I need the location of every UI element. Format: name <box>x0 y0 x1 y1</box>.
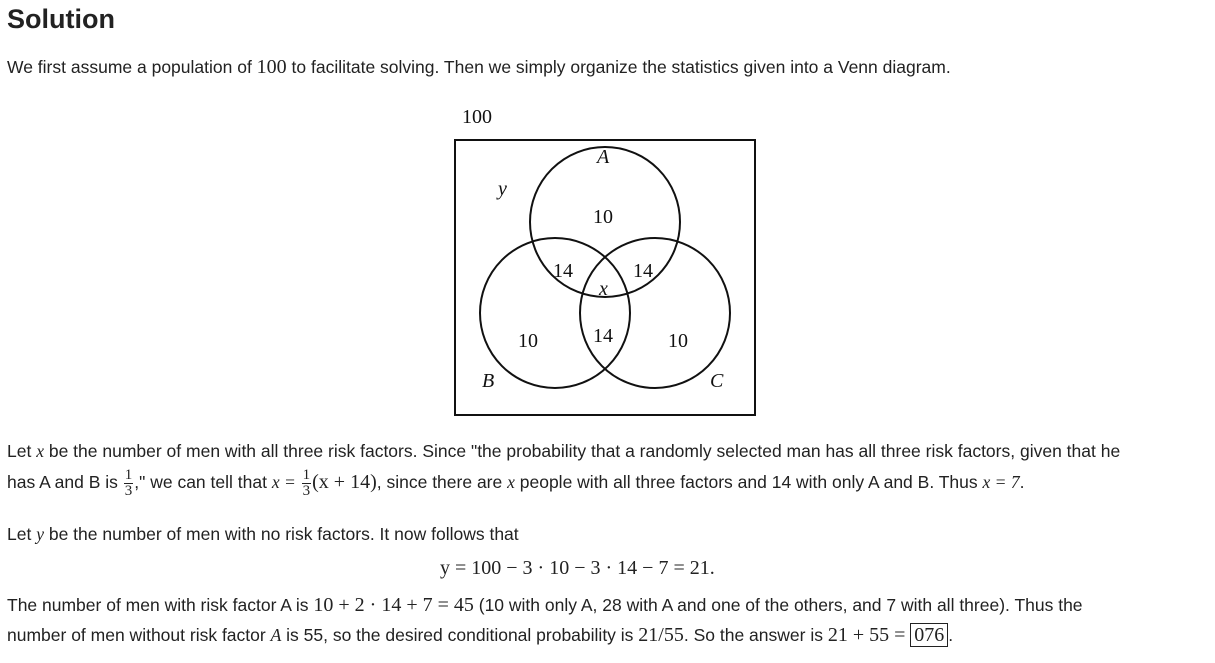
text: people with all three factors and 14 with only A and B. Thus <box>514 472 983 493</box>
probability-fraction: 21/55 <box>638 624 684 646</box>
paragraph-3-line-1 <box>7 594 1083 617</box>
fraction-denominator: 3 <box>302 483 311 499</box>
paragraph-2 <box>7 524 519 545</box>
text: ," we can tell that <box>134 472 272 493</box>
region-b-and-c: 14 <box>593 325 613 347</box>
region-center: x <box>599 278 608 300</box>
text: Let <box>7 524 37 544</box>
equation-x: x = <box>271 472 296 493</box>
paragraph-1-line-2 <box>7 468 1024 499</box>
venn-diagram <box>440 95 760 420</box>
answer-box: 076 <box>910 623 948 647</box>
var-x: x <box>36 441 44 461</box>
var-x: x <box>507 472 515 493</box>
label-c: C <box>710 370 724 392</box>
fraction-one-third-2 <box>302 468 312 499</box>
region-only-a: 10 <box>593 206 613 228</box>
text: The number of men with risk factor A is <box>7 595 314 615</box>
text: . So the answer is <box>683 625 828 645</box>
paragraph-3-line-2 <box>7 624 953 647</box>
text: is 55, so the desired conditional probability is <box>281 625 639 645</box>
fraction-one-third <box>124 468 134 499</box>
circle-c <box>580 238 730 388</box>
paragraph-1-line-1 <box>7 441 1120 462</box>
solution-heading: Solution <box>7 4 115 34</box>
equation-answer-sum: 21 + 55 = <box>827 624 906 646</box>
display-equation: y = 100 − 3 · 10 − 3 · 14 − 7 = 21. <box>440 557 715 579</box>
equation-x-equals-7: x = 7 <box>982 472 1020 493</box>
region-only-b: 10 <box>518 330 538 352</box>
fraction-numerator: 1 <box>302 467 311 483</box>
region-only-c: 10 <box>668 330 688 352</box>
region-a-and-c: 14 <box>633 260 653 282</box>
region-a-and-b: 14 <box>553 260 573 282</box>
equation-x-plus-14: (x + 14) <box>312 471 377 494</box>
text: , since there are <box>376 472 508 493</box>
intro-text-after: to facilitate solving. Then we simply organize the statistics given into a Venn diagram. <box>286 57 951 77</box>
text: Let <box>7 441 37 461</box>
label-y: y <box>498 178 507 200</box>
text: (10 with only A, 28 with A and one of the others, and 7 with all three). Thus the <box>473 595 1083 615</box>
var-y: y <box>36 524 44 544</box>
text: be the number of men with no risk factors. It now follows that <box>43 524 519 544</box>
intro-text-before: We first assume a population of <box>7 57 257 77</box>
label-a: A <box>597 146 610 168</box>
equation-count-a: 10 + 2 · 14 + 7 = 45 <box>313 594 474 616</box>
fraction-numerator: 1 <box>124 467 133 483</box>
label-b: B <box>482 370 495 392</box>
intro-paragraph <box>7 56 951 79</box>
venn-total-label: 100 <box>462 106 492 128</box>
text: number of men without risk factor <box>7 625 271 645</box>
text: has A and B is <box>7 472 123 493</box>
fraction-denominator: 3 <box>124 483 133 499</box>
text: . <box>1019 472 1025 493</box>
text: be the number of men with all three risk factors. Since "the probability that a randomly selected man has all three risk factors, given that he <box>43 441 1121 461</box>
text: . <box>948 625 954 645</box>
var-a: A <box>270 625 282 645</box>
intro-population: 100 <box>256 56 287 78</box>
